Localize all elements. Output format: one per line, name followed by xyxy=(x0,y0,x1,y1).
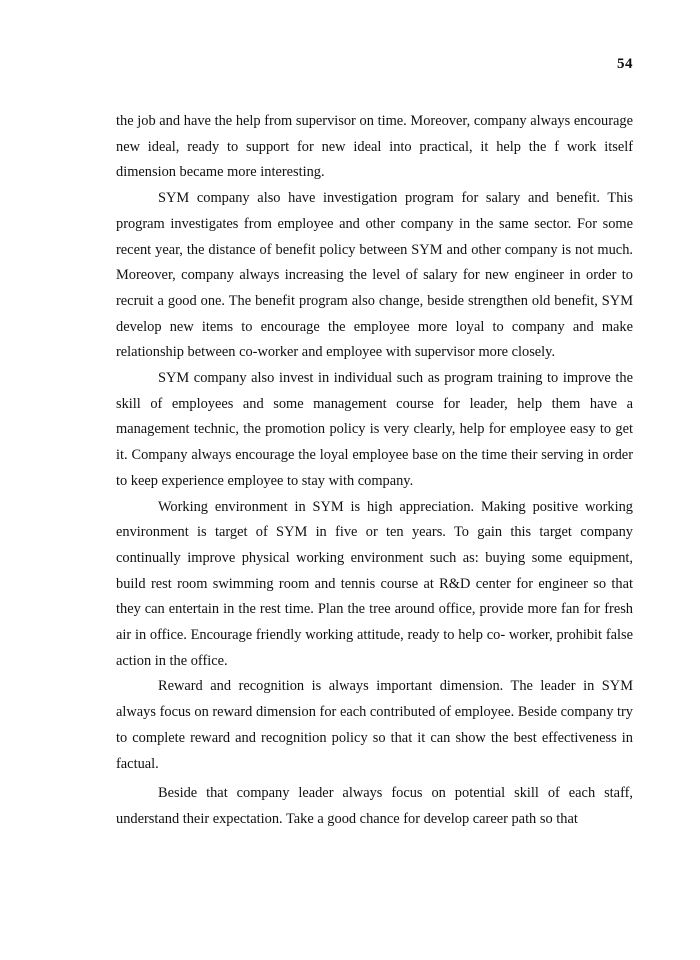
paragraph-continuation: the job and have the help from supervisor on time. Moreover, company always encourage new ideal, ready to support for new ideal into practical, it help the f work itself dimension became more interesting. xyxy=(116,113,633,181)
page-number: 54 xyxy=(617,56,633,72)
paragraph-individual-investment: SYM company also invest in individual such as program training to improve the skill of employees and some management course for leader, help them have a management technic, the promotion policy is very clearly, help for employee easy to get it. Company always encourage the loyal employee base on the time their serving in order to keep experience employee to stay with company. xyxy=(116,370,633,489)
paragraph-salary-benefit: SYM company also have investigation program for salary and benefit. This program investigates from employee and other company in the same sector. For some recent year, the distance of benefit policy between SYM and other company is not much. Moreover, company always increasing the level of salary for new engineer in order to recruit a good one. The benefit program also change, beside strengthen old benefit, SYM develop new items to encourage the employee more loyal to company and make relationship between co-worker and employee with supervisor more closely. xyxy=(116,190,633,361)
paragraph-reward-recognition: Reward and recognition is always important dimension. The leader in SYM always focus on reward dimension for each contributed of employee. Beside company try to complete reward and recognition policy so that it can show the best effectiveness in factual. xyxy=(116,678,633,772)
body-text xyxy=(116,109,633,833)
paragraph-potential-skill: Beside that company leader always focus on potential skill of each staff, understand their expectation. Take a good chance for develop career path so that xyxy=(116,785,633,827)
paragraph-working-environment: Working environment in SYM is high appreciation. Making positive working environment is target of SYM in five or ten years. To gain this target company continually improve physical working environment such as: buying some equipment, build rest room swimming room and tennis course at R&D center for engineer so that they can entertain in the rest time. Plan the tree around office, provide more fan for fresh air in office. Encourage friendly working attitude, ready to help co- worker, prohibit false action in the office. xyxy=(116,498,633,669)
